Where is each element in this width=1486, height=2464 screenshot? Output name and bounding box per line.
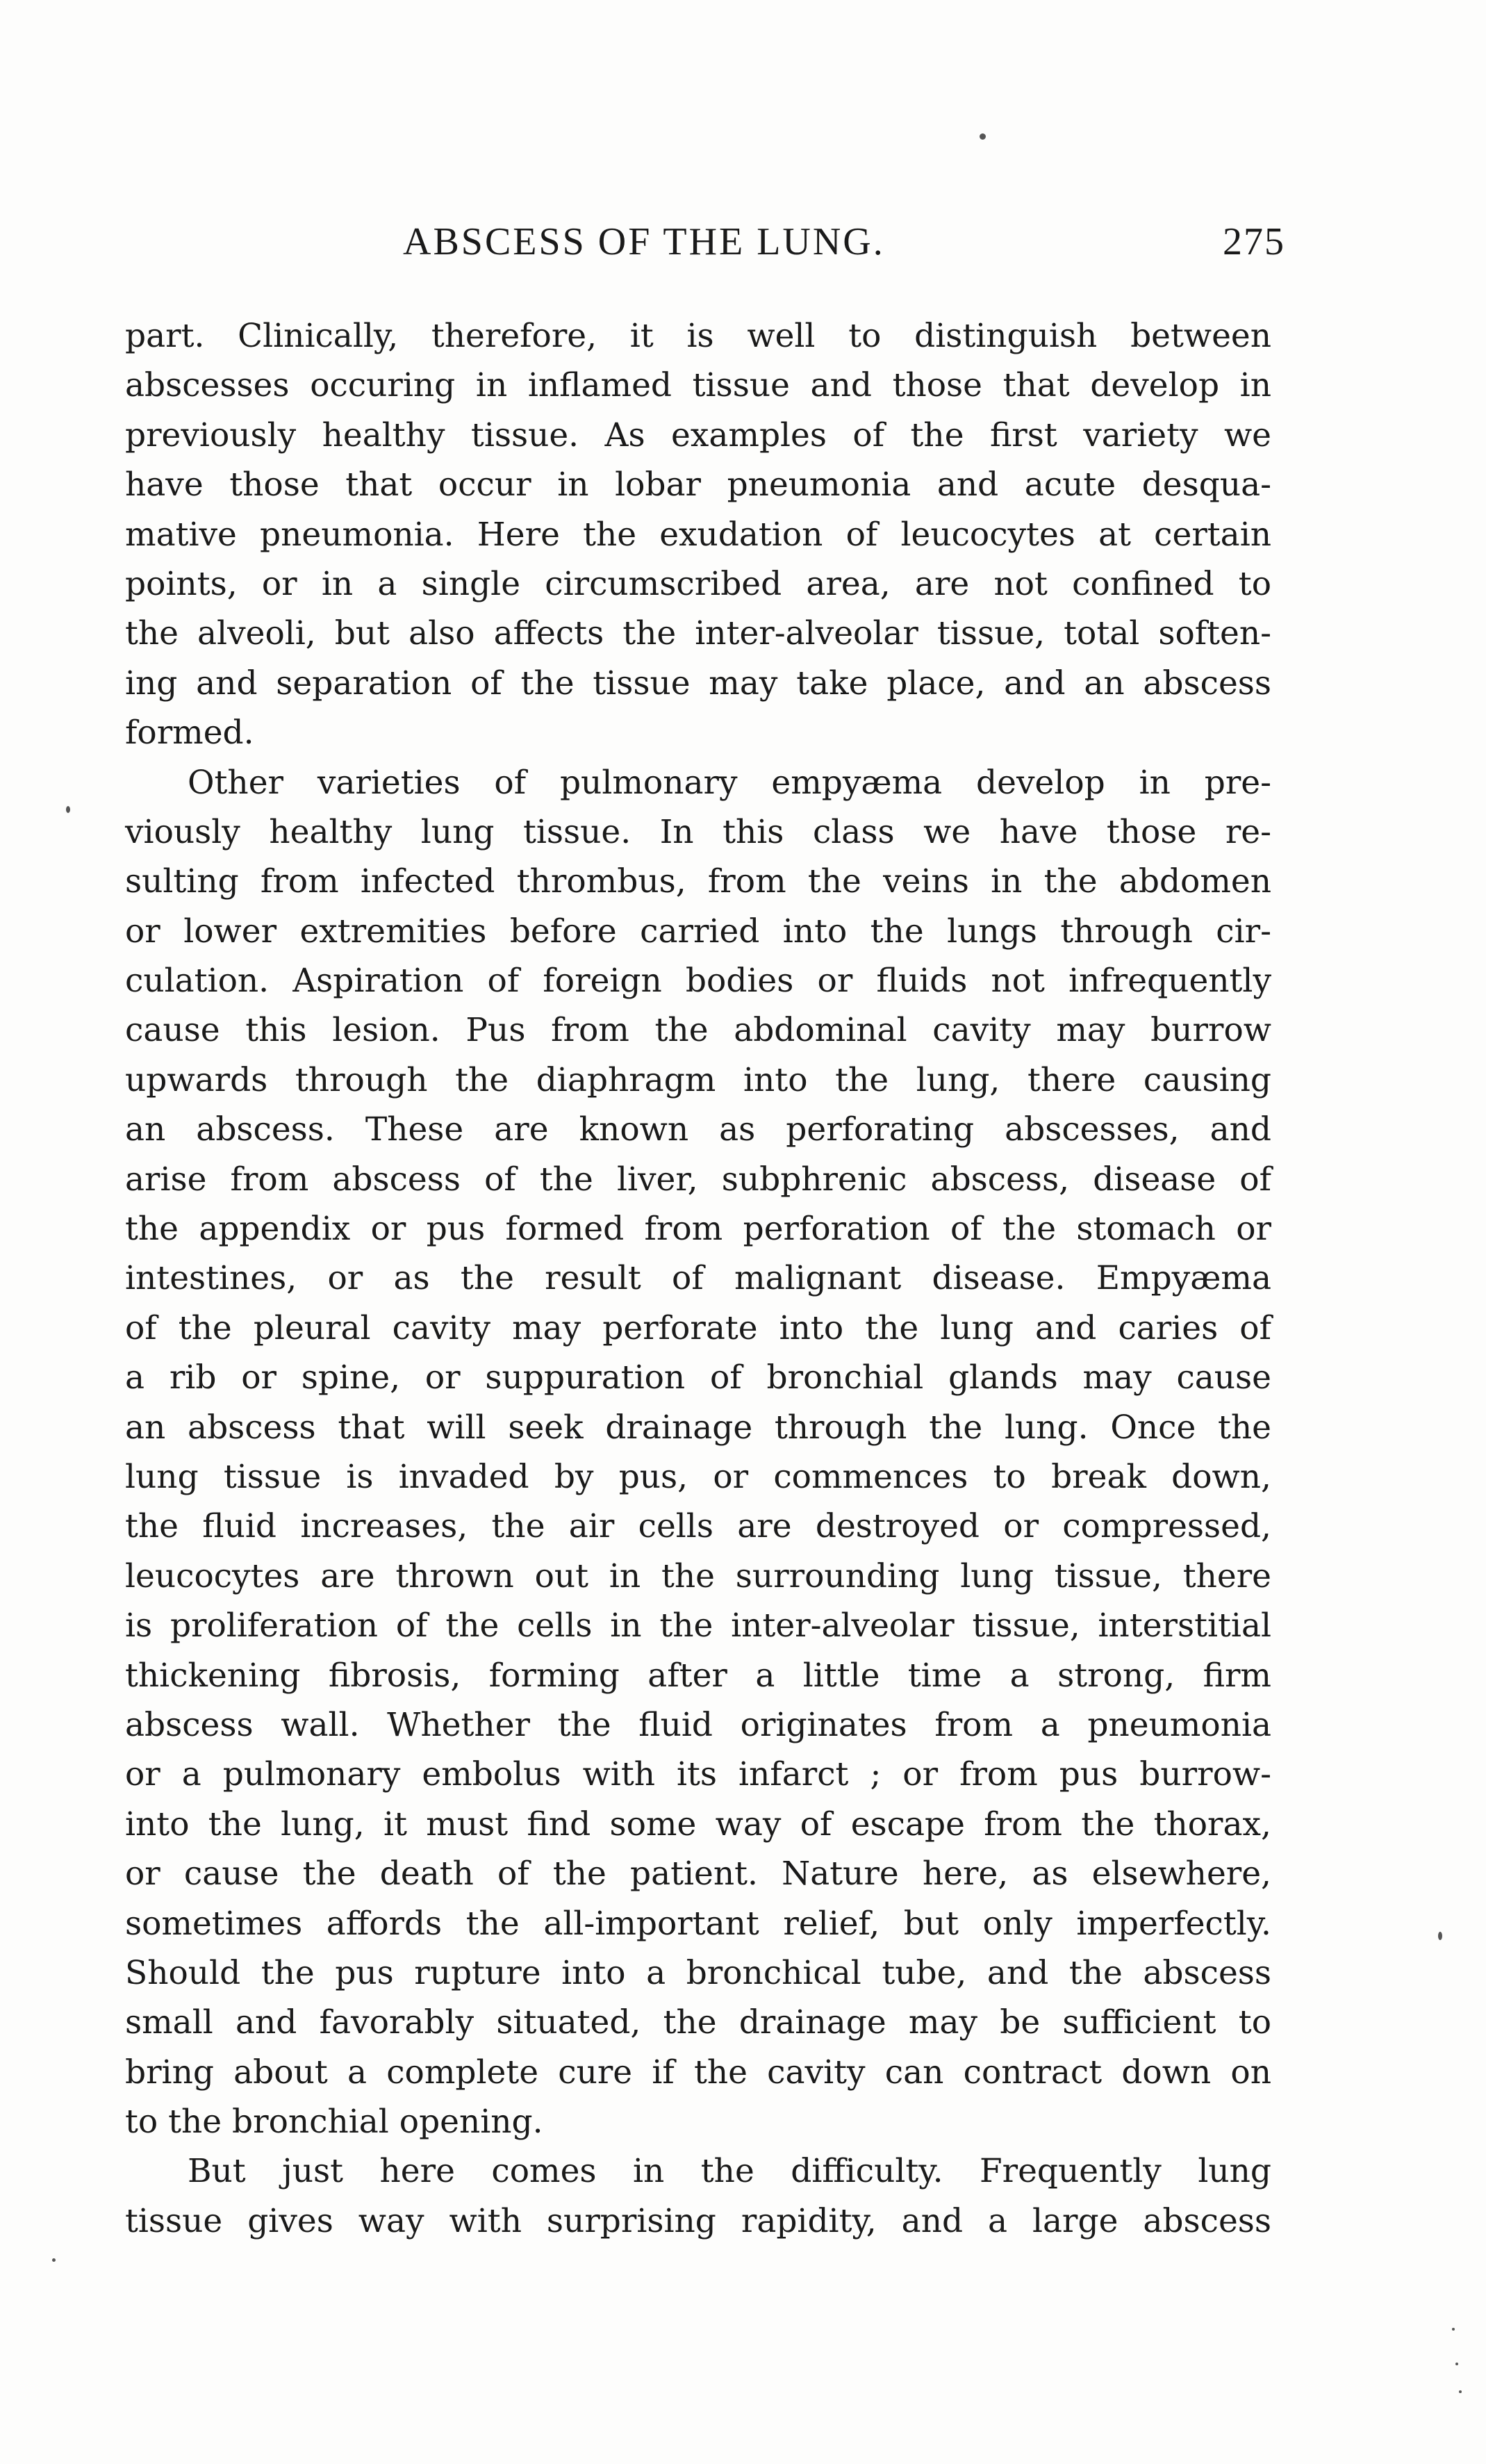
text-line: arise from abscess of the liver, subphrenic abscess, disease of [125,1160,1271,1199]
text-line: Should the pus rupture into a bronchical tube, and the abscess [125,1953,1271,1992]
text-line: Other varieties of pulmonary empyæma develop in pre- [188,763,1271,802]
text-line: have those that occur in lobar pneumonia and acute desqua- [125,466,1271,504]
print-speck [980,133,986,140]
text-line: an abscess that will seek drainage through the lung. Once the [125,1408,1271,1447]
text-line: viously healthy lung tissue. In this class we have those re- [125,812,1271,851]
text-line: tissue gives way with surprising rapidity, and a large abscess [125,2201,1271,2240]
text-line: mative pneumonia. Here the exudation of leucocytes at certain [125,515,1271,554]
print-speck [66,806,70,813]
text-line: abscesses occuring in inflamed tissue and those that develop in [125,366,1271,405]
text-line: the alveoli, but also affects the inter-alveolar tissue, total soften- [125,614,1271,653]
text-line: is proliferation of the cells in the inter-alveolar tissue, interstitial [125,1607,1271,1645]
text-line: small and favorably situated, the drainage may be sufficient to [125,2003,1271,2042]
page-number: 275 [1223,220,1285,263]
text-line: sometimes affords the all-important relief, but only imperfectly. [125,1904,1271,1943]
text-line: abscess wall. Whether the fluid originates from a pneumonia [125,1705,1271,1744]
print-speck [1459,2390,1462,2393]
text-line: ing and separation of the tissue may take place, and an abscess [125,664,1271,703]
page-header [403,220,1285,275]
text-line: part. Clinically, therefore, it is well to distinguish between [125,317,1271,355]
text-line: thickening fibrosis, forming after a little time a strong, firm [125,1656,1271,1695]
print-speck [1452,2328,1455,2331]
text-line: previously healthy tissue. As examples of the first variety we [125,416,1271,454]
text-line: an abscess. These are known as perforating abscesses, and [125,1110,1271,1149]
text-line: or lower extremities before carried into the lungs through cir- [125,912,1271,951]
text-line: culation. Aspiration of foreign bodies or fluids not infrequently [125,962,1271,1001]
text-line: bring about a complete cure if the cavity can contract down on [125,2053,1271,2092]
text-line: to the bronchial opening. [125,2103,543,2142]
text-line: cause this lesion. Pus from the abdominal cavity may burrow [125,1011,1271,1050]
text-line: formed. [125,714,254,753]
running-title: ABSCESS OF THE LUNG. [403,220,885,263]
text-line: the fluid increases, the air cells are destroyed or compressed, [125,1507,1271,1546]
text-line: a rib or spine, or suppuration of bronchial glands may cause [125,1358,1271,1397]
text-line: points, or in a single circumscribed area, are not confined to [125,564,1271,603]
print-speck [1438,1932,1442,1940]
text-line: leucocytes are thrown out in the surrounding lung tissue, there [125,1557,1271,1595]
text-line: sulting from infected thrombus, from the veins in the abdomen [125,862,1271,901]
print-speck [52,2258,56,2262]
text-line: of the pleural cavity may perforate into the lung and caries of [125,1308,1271,1347]
text-line: intestines, or as the result of malignant disease. Empyæma [125,1259,1271,1298]
text-line: the appendix or pus formed from perforation of the stomach or [125,1210,1271,1249]
text-line: lung tissue is invaded by pus, or commences to break down, [125,1457,1271,1496]
text-line: into the lung, it must find some way of escape from the thorax, [125,1805,1271,1843]
text-line: or cause the death of the patient. Nature here, as elsewhere, [125,1855,1271,1894]
body-text [125,311,1271,2246]
text-line: or a pulmonary embolus with its infarct ; or from pus burrow- [125,1755,1271,1794]
text-line: But just here comes in the difficulty. Frequently lung [188,2152,1271,2191]
text-line: upwards through the diaphragm into the lung, there causing [125,1060,1271,1099]
print-speck [1455,2363,1458,2365]
